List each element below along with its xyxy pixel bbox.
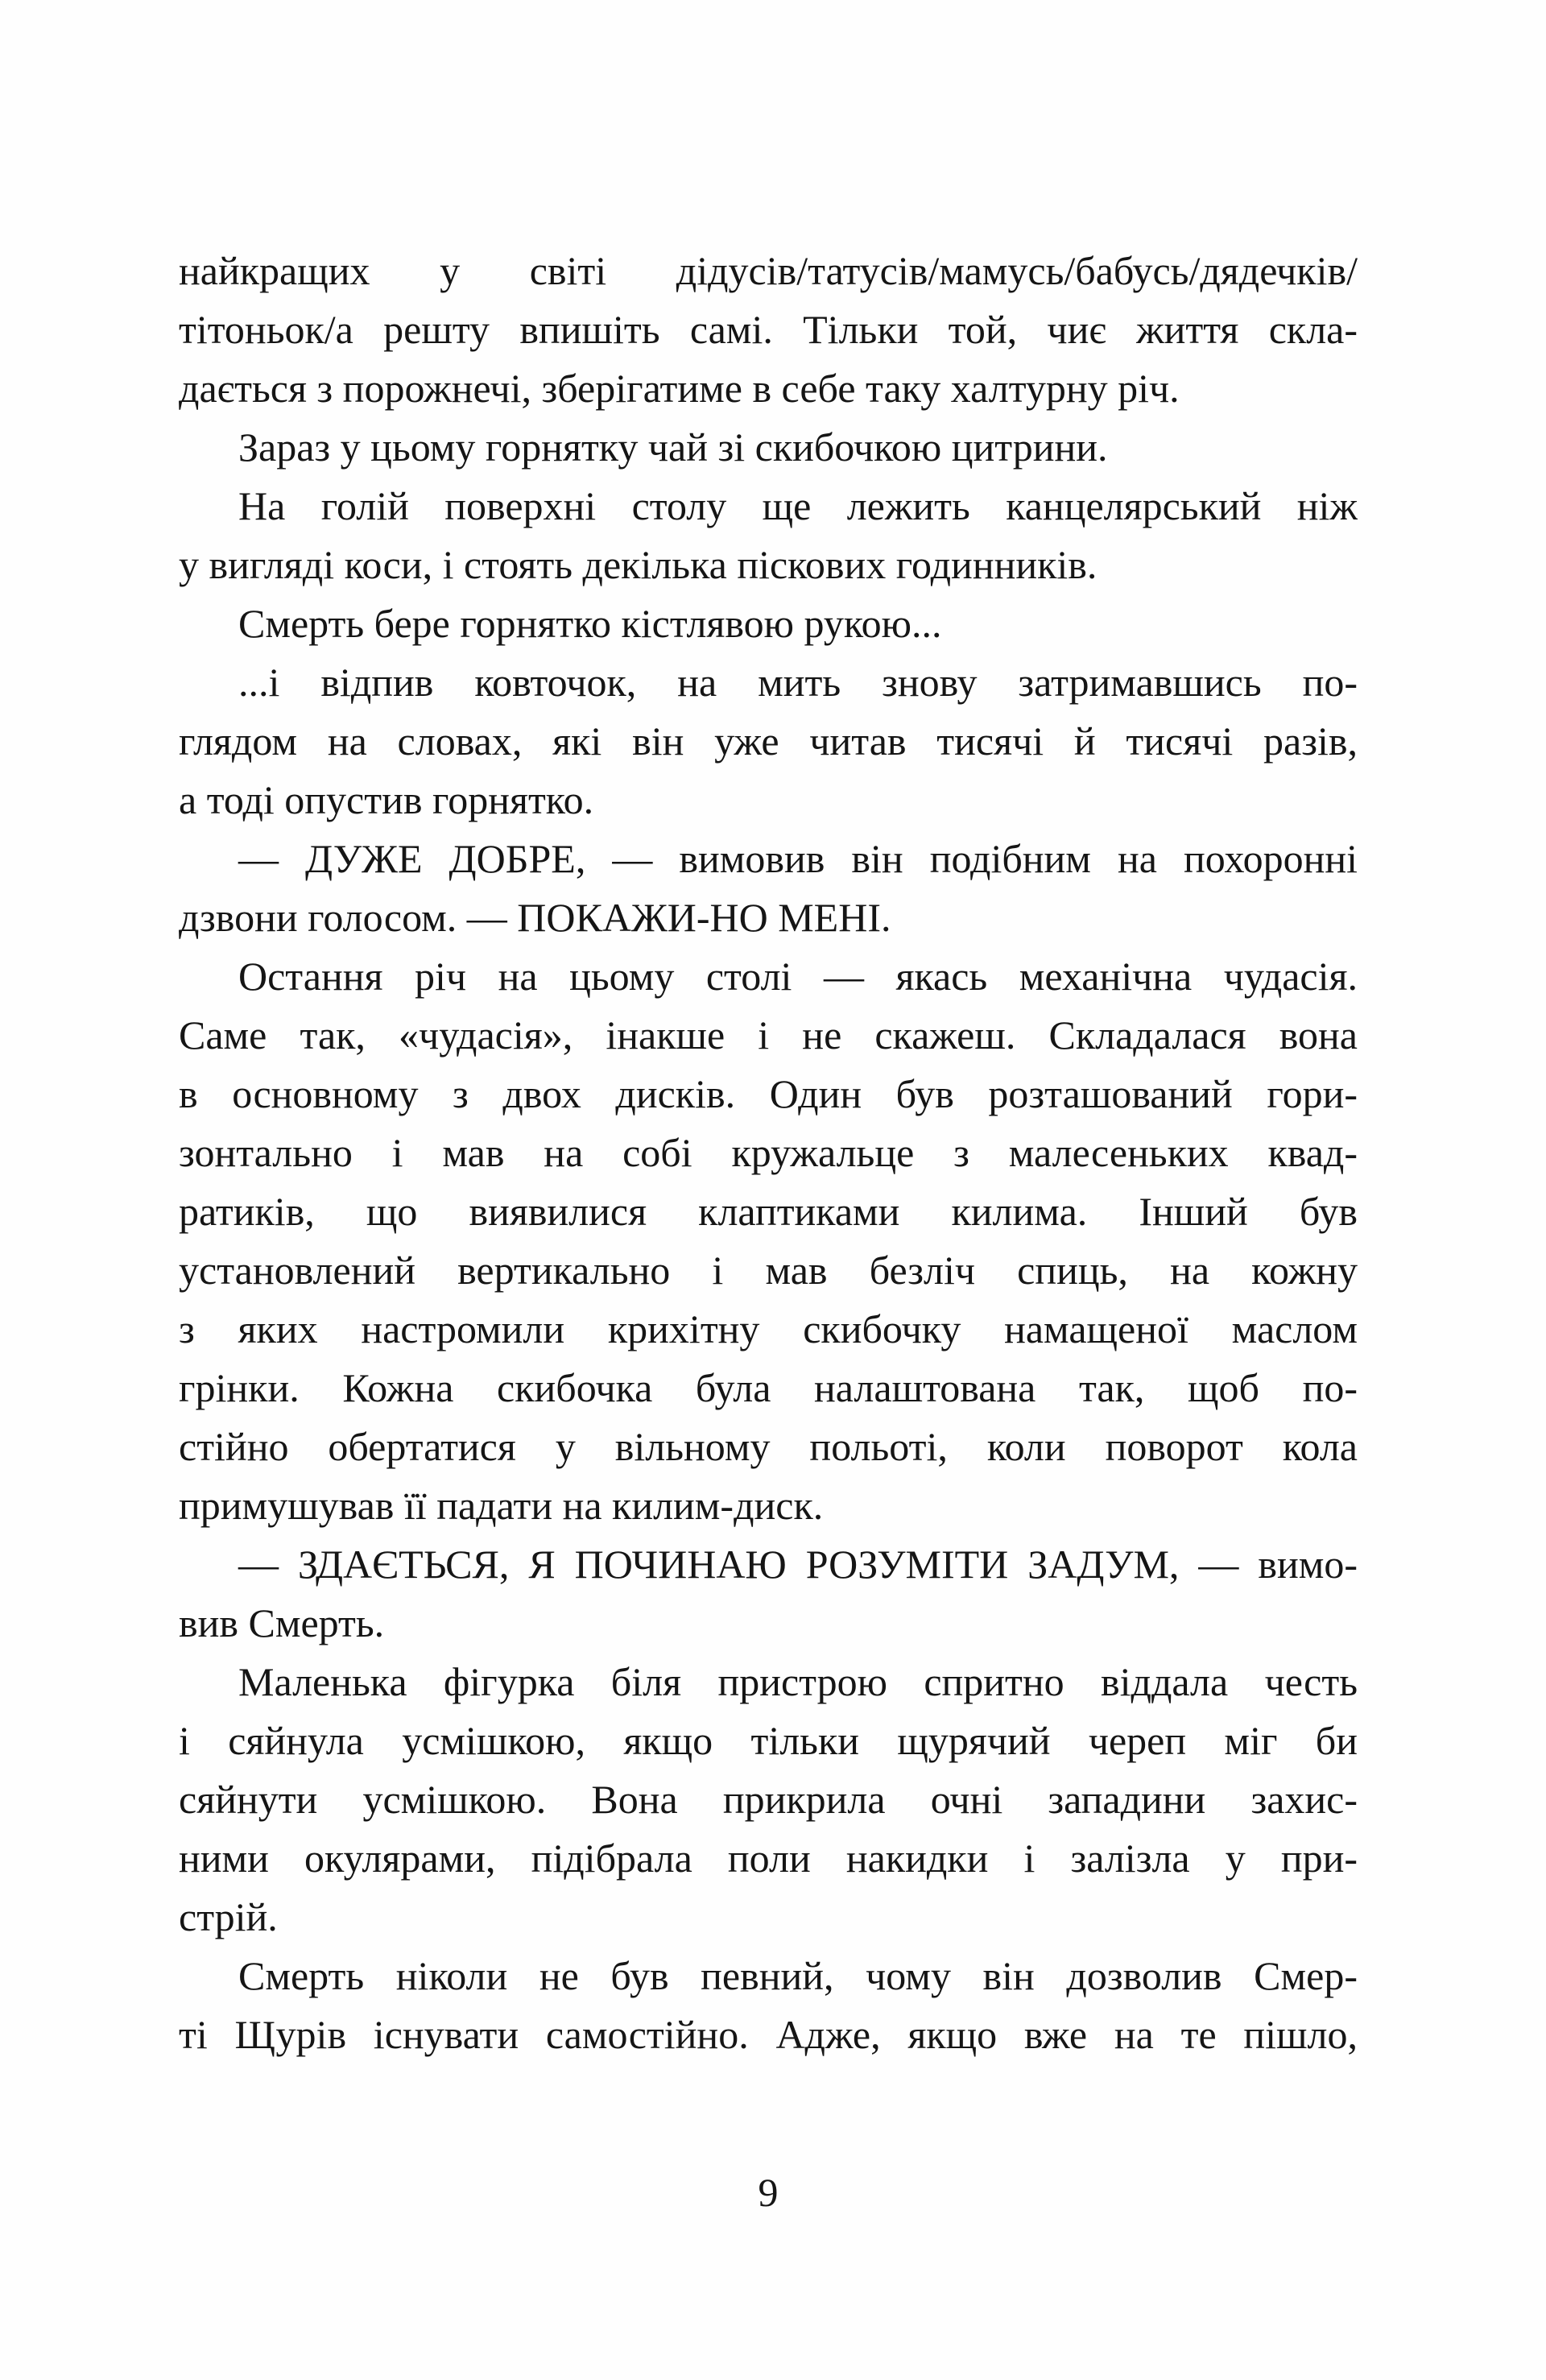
text-line: грінки. Кожна скибочка була налаштована так, щоб по- — [179, 1365, 1358, 1410]
text-block — [179, 242, 1358, 2064]
text-line: — ДУЖЕ ДОБРЕ, — вимовив він подібним на похоронні — [238, 836, 1358, 881]
text-line: Зараз у цьому горнятку чай зі скибочкою цитрини. — [238, 424, 1108, 470]
text-line: — ЗДАЄТЬСЯ, Я ПОЧИНАЮ РОЗУМІТИ ЗАДУМ, — вимо- — [238, 1542, 1358, 1587]
text-line: сяйнути усмішкою. Вона прикрила очні западини захис- — [179, 1777, 1358, 1822]
text-line: На голій поверхні столу ще лежить канцелярський ніж — [238, 483, 1358, 528]
text-line: Смерть бере горнятко кістлявою рукою... — [238, 601, 942, 646]
text-line: Маленька фігурка біля пристрою спритно віддала честь — [238, 1659, 1358, 1704]
text-line: в основному з двох дисків. Один був розташований гори- — [179, 1071, 1358, 1116]
text-line: примушував її падати на килим-диск. — [179, 1483, 824, 1528]
text-line: Саме так, «чудасія», інакше і не скажеш. Складалася вона — [179, 1012, 1358, 1058]
text-line: глядом на словах, які він уже читав тисячі й тисячі разів, — [179, 718, 1358, 764]
text-line: установлений вертикально і мав безліч спиць, на кожну — [179, 1248, 1358, 1293]
text-line: з яких настромили крихітну скибочку намащеної маслом — [179, 1306, 1358, 1351]
text-line: ними окулярами, підібрала поли накидки і залізла у при- — [179, 1836, 1358, 1881]
text-line: Смерть ніколи не був певний, чому він дозволив Смер- — [238, 1953, 1358, 1998]
page-number: 9 — [758, 2170, 779, 2215]
text-line: а тоді опустив горнятко. — [179, 777, 594, 822]
text-line: зонтально і мав на собі кружальце з малесеньких квад- — [179, 1130, 1358, 1175]
text-line: ті Щурів існувати самостійно. Адже, якщо вже на те пішло, — [179, 2012, 1358, 2057]
text-line: дається з порожнечі, зберігатиме в себе таку халтурну річ. — [179, 366, 1180, 411]
text-line: вив Смерть. — [179, 1600, 385, 1645]
text-line: стійно обертатися у вільному польоті, коли поворот кола — [179, 1424, 1358, 1469]
text-line: ...і відпив ковточок, на мить знову затримавшись по- — [238, 660, 1358, 705]
text-line: ратиків, що виявилися клаптиками килима. Інший був — [179, 1189, 1358, 1234]
text-line: дзвони голосом. — ПОКАЖИ-НО МЕНІ. — [179, 895, 891, 940]
text-line: Остання річ на цьому столі — якась механічна чудасія. — [238, 954, 1358, 999]
text-line: тітоньок/а решту впишіть самі. Тільки той, чиє життя скла- — [179, 307, 1358, 352]
text-line: і сяйнула усмішкою, якщо тільки щурячий череп міг би — [179, 1718, 1358, 1763]
text-line: стрій. — [179, 1894, 278, 1939]
text-line: у вигляді коси, і стоять декілька піскових годинників. — [179, 542, 1097, 587]
text-line: найкращих у світі дідусів/татусів/мамусь/бабусь/дядечків/ — [179, 248, 1358, 293]
